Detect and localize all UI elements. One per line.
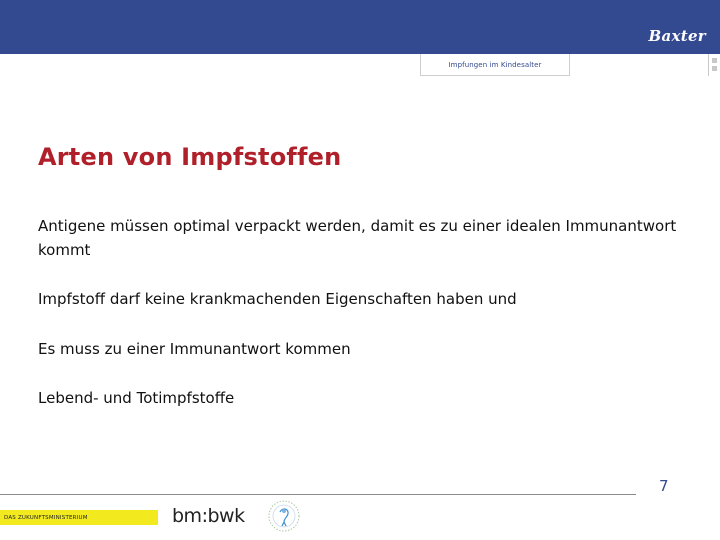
slide-title: Arten von Impfstoffen <box>38 143 342 171</box>
seal-icon <box>266 498 302 534</box>
header-bar <box>0 0 638 54</box>
baxter-logo: Baxter <box>648 27 706 45</box>
ministry-logo-bar <box>0 510 158 525</box>
decorative-divider <box>708 54 709 76</box>
ministry-label: DAS ZUKUNFTSMINISTERIUM <box>4 514 88 521</box>
bullet-text: Antigene müssen optimal verpackt werden, damit es zu einer idealen Immunantwort kommt <box>38 217 677 259</box>
subtitle-tab <box>420 54 570 76</box>
bullet-text: Impfstoff darf keine krankmachenden Eigenschaften haben und <box>38 290 517 308</box>
decorative-square <box>712 66 717 71</box>
bullet-text: Es muss zu einer Immunantwort kommen <box>38 340 351 358</box>
presentation-subtitle: Impfungen im Kindesalter <box>448 60 542 69</box>
decorative-square <box>712 58 717 63</box>
footer-divider <box>0 494 636 495</box>
brand-block <box>638 0 720 54</box>
page-number: 7 <box>659 477 669 495</box>
bmbwk-logo: bm:bwk <box>172 505 245 527</box>
bullet-text: Lebend- und Totimpfstoffe <box>38 389 235 407</box>
